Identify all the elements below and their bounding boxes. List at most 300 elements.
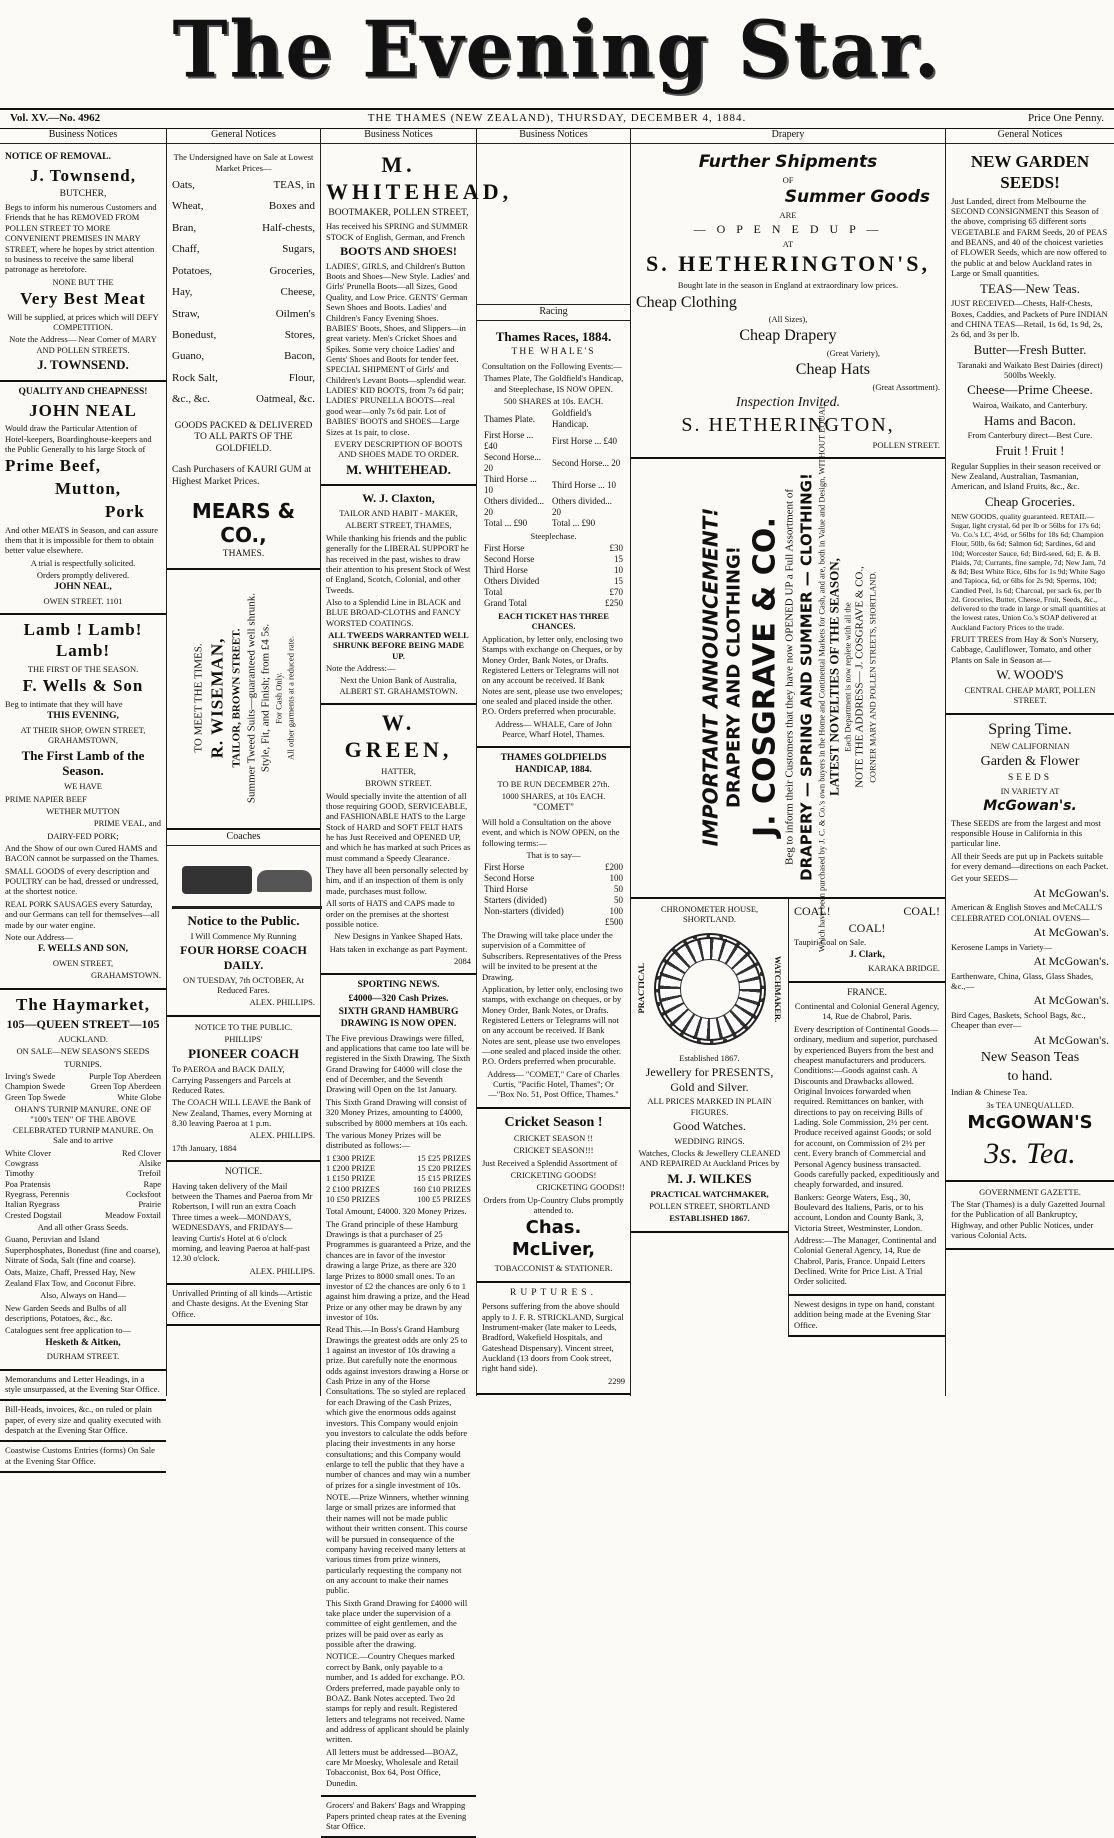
street: OWEN STREET, xyxy=(52,957,114,968)
ad-body: NEW GOODS, quality guaranteed. RETAIL—Sugar, light crystal, 6d per lb or 56lbs for 17s 6d; Vo. Co.'s LC, 4½d, or 56lbs for 18s 6d; Champion Flour, 50lb, 6s 6d; Salmon 6d; Sardines, 6d and 10d; Worcester Sauce, 6d; Bird-seed, 6d; E. & B. Plaids, 7d; Currants, fine sample, 7d; New Jam, 7d & 8d; Best White Rice, 6lbs for 1s 9d; White Sago and Tapioca, 6d, or 6lbs for 2s 9d; Sperms, 10d; Candied Peel, 1s 6d; Charcoal, per sack 6s, per lb 2d. Groceries, Butter, Cheese, Fruit, Seeds, &c., delivered to the trade in large or small quantities at the lowest rates, Union Co.'s SOAP delivered at Auckland Factory Prices to the trade. xyxy=(951,511,1106,632)
ad-ruptures xyxy=(477,1283,630,1395)
grass-item: Cocksfoot xyxy=(126,1188,161,1199)
ad-heading: Spring Time. xyxy=(988,720,1072,738)
ad-newest-designs: Newest designs in type on hand, constant addition being made at the Evening Star Office. xyxy=(789,1296,945,1337)
ad-heading: TO MEET THE TIMES. xyxy=(191,643,204,753)
ad-text: Watches, Clocks & Jewellery CLEANED AND REPAIRED At Auckland Prices by xyxy=(638,1148,781,1169)
ad-address: Note the Address:— xyxy=(326,663,396,674)
ad-text: Inspection Invited. xyxy=(735,395,841,411)
street: POLLEN STREET. xyxy=(872,439,940,450)
ad-customs-entries: Coastwise Customs Entries (forms) On Sale at the Evening Star Office. xyxy=(0,1442,166,1473)
side-label: PRACTICAL xyxy=(636,963,646,1014)
ad-signature: Hesketh & Aitken, xyxy=(45,1337,121,1348)
prize-item: 1 £200 PRIZE xyxy=(326,1162,376,1173)
ad-text: Indian & Chinese Tea. xyxy=(951,1087,1028,1098)
seed-item: Irving's Swede xyxy=(5,1071,56,1082)
grass-item: Red Clover xyxy=(122,1147,161,1158)
ad-headline: Cheap Drapery xyxy=(739,327,837,345)
ad-comet-consultation xyxy=(477,748,630,1108)
table-cell: Third Horse xyxy=(484,565,528,576)
ad-text: Wairoa, Waikato, and Canterbury. xyxy=(972,400,1088,411)
ad-location: At McGowan's. xyxy=(1033,954,1109,968)
prize-table-3 xyxy=(482,862,625,928)
table-cell: 15 xyxy=(614,576,623,587)
prize-table-2 xyxy=(482,543,625,609)
ad-subheading: THE WHALE'S xyxy=(511,347,596,358)
advertiser-name: JOHN NEAL xyxy=(29,400,137,420)
ad-text: AT xyxy=(782,239,794,249)
ad-subheading: THE FIRST OF THE SEASON. xyxy=(27,663,139,674)
ad-item: Mutton, xyxy=(55,479,122,499)
ad-heading: Cricket Season ! xyxy=(504,1114,603,1130)
ad-body: JUST RECEIVED—Chests, Half-Chests, Boxes, Caddies, and Packets of Pure INDIAN and CHINA TEAS—Retail, 1s 6d, 1s 9d, 2s, 2s 6d, and 3s per lb. xyxy=(951,298,1108,340)
ad-headline: TEAS—New Teas. xyxy=(980,280,1080,296)
ad-mail-coach xyxy=(167,1162,320,1285)
ad-body: American & English Stoves and McCALL'S CELEBRATED COLONIAL OVENS— xyxy=(951,902,1103,923)
ad-heading: Notice to the Public. xyxy=(187,913,300,929)
ad-headline: The First Lamb of the Season. xyxy=(21,747,145,779)
table-cell: 50 xyxy=(614,884,623,895)
ad-text: TURNIPS. xyxy=(64,1058,102,1069)
table-cell: Starters (divided) xyxy=(484,895,547,906)
advertiser-name: Chas. McLiver, xyxy=(511,1217,596,1261)
column-4 xyxy=(477,128,631,1396)
ad-headline: 3s. Tea. xyxy=(984,1137,1076,1171)
ad-headline: LATEST NOVELTIES OF THE SEASON, xyxy=(826,558,842,796)
table-cell: 100 xyxy=(609,873,623,884)
ad-text: Get your SEEDS— xyxy=(951,873,1018,884)
ad-text: (Great Variety), xyxy=(826,347,880,358)
ad-body: These SEEDS are from the largest and most responsible House in California in this particular line. xyxy=(951,817,1101,849)
table-cell: Third Horse ... 10 xyxy=(551,479,616,490)
ad-text: 3s TEA UNEQUALLED. xyxy=(986,1099,1074,1110)
ad-john-neal xyxy=(0,382,166,615)
grass-item: Ryegrass, Perennis xyxy=(5,1188,70,1199)
seed-item: White Globe xyxy=(117,1091,161,1102)
ad-body: Also to a Splendid Line in BLACK and BLUE BROAD-CLOTHS and FANCY WORSTED COATINGS. xyxy=(326,596,461,628)
table-cell: 50 xyxy=(614,895,623,906)
ad-body: Read This.—In Boss's Grand Hamburg Drawings the greatest odds are only 25 to 1 against an investor of 10s drawing a prize. But carefully note the enormous odds against investors drawing a Horse or Cash Prize in any of the Horse Consultations. The so styled are replaced for each Drawing of the Cash Prizes, which give the enormous odds against investors. This Company would enjoin you investors to calculate the odds before placing their investments in any horse consultations; and this Company would enlarge to tell the public that they have a number of chances and may win a number of prizes for a single investment of 10s. xyxy=(326,1324,471,1490)
ad-item: DAIRY-FED PORK; xyxy=(47,830,119,841)
advertiser-name: McGOWAN'S xyxy=(967,1112,1093,1134)
ad-text: (Great Assortment). xyxy=(872,381,940,392)
ad-address: Address— WHALE, Care of John Pearce, Wharf Hotel, Thames. xyxy=(495,718,612,740)
ad-body: LADIES', GIRLS, and Children's Button Boots and Shoes—New Style. Ladies' and Girls' Prunella Boots—all Sizes, Good Quality, and Low Price. GENTS' German Sewn Shoes and Boots. Ladies' and Children's Fancy Evening Shoes. BABIES' Boots, Shoes, and Slippers—in great variety. Men's Cricket Shoes and Spikes. Some very choice Ladies' and Gents' Shoes and Boots for tender feet. SPECIAL SHIPMENT of Girls' and Children's Levant Boots—splendid wear. LADIES' KID BOOTS, from 7s 6d pair; LADIES' PRUNELLA BOOTS—real good wear—only 7s 6d pair. Lot of BABIES' BOOTS and SHOES—Large Sizes at 1s pair, to close. xyxy=(326,260,470,437)
goods-item: Flour, xyxy=(288,371,315,384)
seed-list xyxy=(5,1071,161,1102)
rotated-text xyxy=(698,402,877,952)
ad-address: Address— "COMET," Care of Charles Curtis, "Pacific Hotel, Thames"; Or—"Box No. 51, Post Office, Thames." xyxy=(487,1068,620,1100)
ad-text: WE HAVE xyxy=(64,781,102,792)
ad-heading: RUPTURES. xyxy=(510,1287,597,1298)
ad-subheading: £4000—320 Cash Prizes. xyxy=(348,993,449,1004)
ad-heading: QUALITY AND CHEAPNESS! xyxy=(18,386,148,397)
grass-item: Crested Dogstail xyxy=(5,1209,62,1220)
ad-heading: CHRONOMETER HOUSE, SHORTLAND. xyxy=(660,904,759,925)
ad-text: Orders from Up-Country Clubs promptly attended to. xyxy=(483,1194,624,1216)
ad-body: Bird Cages, Baskets, School Bags, &c., Cheaper than ever— xyxy=(951,1009,1086,1031)
ad-text: 1000 SHARES, at 10s EACH. xyxy=(501,790,606,801)
advertiser-name: W. J. Claxton, xyxy=(362,491,435,506)
advertiser-name: McGowan's. xyxy=(983,798,1077,815)
ad-body: And other MEATS in Season, and can assure them that it is impossible for them to obtain better value elsewhere. xyxy=(5,524,158,556)
ad-text: Hats taken in exchange as part Payment. xyxy=(329,943,468,954)
prize-item: 2 £100 PRIZES xyxy=(326,1183,380,1194)
grass-item: Cowgrass xyxy=(5,1157,39,1168)
ad-headline: Hams and Bacon. xyxy=(983,412,1077,428)
table-cell: £250 xyxy=(605,598,623,609)
seed-item: Champion Swede xyxy=(5,1081,66,1092)
ad-body: Earthenware, China, Glass, Glass Shades, &c.,— xyxy=(951,970,1094,991)
column-5 xyxy=(631,128,946,1396)
ad-body: Would specially invite the attention of all those requiring GOOD, SERVICEABLE, and FASHIONABLE HATS to the Large Stock of HARD and SOFT FELT HATS he has Just Received and OPENED UP, and which he has marked at such Prices as must command a Speedy Clearance. xyxy=(326,790,471,863)
prize-table xyxy=(326,1153,471,1205)
ad-text: ON TUESDAY, 7th OCTOBER, At Reduced Fares. xyxy=(182,974,305,995)
ad-item: PRIME NAPIER BEEF xyxy=(5,793,87,804)
ad-signature: ALEX. PHILLIPS. xyxy=(249,1265,315,1276)
street: KARAKA BRIDGE. xyxy=(868,963,940,974)
ad-subheading: Continental and Colonial General Agency, 14, Rue de Chabrol, Paris. xyxy=(794,1001,940,1022)
ad-government-gazette xyxy=(946,1182,1114,1250)
trade: PRACTICAL WATCHMAKER, xyxy=(650,1188,769,1199)
issue-price: Price One Penny. xyxy=(1028,112,1104,124)
right-sub-column xyxy=(789,899,945,1337)
table-cell: First Horse xyxy=(484,862,525,873)
table-cell: 10 xyxy=(614,565,623,576)
coal-text: COAL! xyxy=(794,904,831,918)
ad-haymarket xyxy=(0,990,166,1371)
ad-text: Cash Purchasers of KAURI GUM at Highest Market Prices. xyxy=(172,465,312,488)
ad-headline: SIXTH GRAND HAMBURG DRAWING IS NOW OPEN. xyxy=(338,1007,459,1030)
section-heading: Racing xyxy=(477,304,630,321)
ad-body: They have all been personally selected by him, and if an inspection of them is only made, purchases must follow. xyxy=(326,865,469,896)
prize-item: 1 £150 PRIZE xyxy=(326,1173,376,1184)
prize-table-1 xyxy=(482,408,625,529)
ad-headline: Fruit ! Fruit ! xyxy=(995,442,1065,458)
ad-heading: Lamb ! Lamb! Lamb! xyxy=(23,620,143,661)
ad-number: 1101 xyxy=(105,595,123,606)
town: THAMES. xyxy=(222,549,265,560)
rotated-text xyxy=(191,593,296,803)
ad-text: ALL PRICES MARKED IN PLAIN FIGURES. xyxy=(647,1096,772,1117)
ad-body: Would draw the Particular Attention of Hotel-keepers, Boardinghouse-keepers and the Public Generally to his large Stock of xyxy=(5,423,152,455)
table-header: Goldfield's Handicap. xyxy=(551,408,592,430)
prize-item: 160 £10 PRIZES xyxy=(412,1183,471,1194)
ad-text: Consultation on the Following Events:— xyxy=(482,360,622,371)
table-cell: 15 xyxy=(614,554,623,565)
ad-body: The Grand principle of these Hamburg Drawings is that a purchaser of 25 Programmes is guaranteed a Prize, and the chances are in favor of the investor drawing a large Prize, as there are 320 large Prizes to 8000 small ones. To an investor of £2 the chances are only 6 to 1 against him drawing a prize, and the Head Prize or any other may be drawn by any investor of 10s. xyxy=(326,1218,471,1322)
ad-text: Summer Tweed Suits—guaranteed well shrunk. xyxy=(244,592,257,804)
ad-signature: ALEX. PHILLIPS. xyxy=(249,1130,315,1141)
ad-date: 17th January, 1884 xyxy=(172,1142,237,1153)
ad-text: New Designs in Yankee Shaped Hats. xyxy=(334,931,463,942)
prize-item: 15 £25 PRIZES xyxy=(417,1152,471,1163)
town: AUCKLAND. xyxy=(58,1033,108,1044)
ad-text: And all other Grass Seeds. xyxy=(37,1222,129,1233)
ad-text: EVERY DESCRIPTION OF BOOTS AND SHOES MADE TO ORDER. xyxy=(334,438,463,460)
ad-mcliver xyxy=(477,1109,630,1283)
prize-item: 1 £300 PRIZE xyxy=(326,1152,376,1163)
ad-text: GOODS PACKED & DELIVERED TO ALL PARTS OF THE GOLDFIELD. xyxy=(174,420,313,454)
grass-item: Meadow Foxtail xyxy=(105,1209,161,1220)
ad-text: OHAN'S TURNIP MANURE. ONE OF "100's TEN" OF THE ABOVE CELEBRATED TURNIP MANURE. On Sale and to arrive xyxy=(12,1104,154,1146)
ad-body: Guano, Peruvian and Island Superphosphates, Bonedust (fine and coarse), Nitrate of Soda, Salt (fine and coarse). xyxy=(5,1234,161,1266)
grass-item: Rape xyxy=(143,1178,161,1189)
table-cell: First Horse xyxy=(484,543,525,554)
grass-item: Alsike xyxy=(138,1157,161,1168)
ad-body: SMALL GOODS of every description and POULTRY can be had, dressed or undressed, at the shortest notice. xyxy=(5,865,159,897)
goods-item: Boxes and xyxy=(268,200,315,213)
ad-body: REAL PORK SAUSAGES every Saturday, and our Germans can tell for themselves—all made by our water engine. xyxy=(5,898,160,930)
ad-body: FRUIT TREES from Hay & Son's Nursery, Cabbage, Cauliflower, Tomato, and other Plants on Sale in Season at— xyxy=(951,633,1099,665)
ad-body: All letters must be addressed—BOAZ, care Mr Moesky, Wholesale and Retail Tobacconist, Box 64, Post Office, Dunedin. xyxy=(326,1746,459,1788)
ad-item: PRIME VEAL, and xyxy=(93,818,161,829)
ad-body: The various Money Prizes will be distributed as follows:— xyxy=(326,1129,441,1151)
table-cell: £200 xyxy=(605,862,623,873)
table-cell: £30 xyxy=(609,543,623,554)
ad-headline: Cheese—Prime Cheese. xyxy=(967,382,1093,398)
ad-text: Just Received a Splendid Assortment of xyxy=(482,1157,618,1168)
ad-headline: to hand. xyxy=(1007,1069,1053,1085)
ad-continental-agency xyxy=(789,983,945,1296)
goods-item: Bacon, xyxy=(284,350,315,363)
ad-address: 105—QUEEN STREET—105 xyxy=(6,1017,160,1032)
goods-item: &c., &c. xyxy=(172,393,210,406)
table-cell: Total xyxy=(484,587,503,598)
ad-text: ARE xyxy=(779,210,797,221)
ad-signature: ALEX. PHILLIPS. xyxy=(249,997,315,1008)
ad-number: 2084 xyxy=(454,955,471,966)
ad-body: Each Department is now replete with all the xyxy=(842,602,853,752)
table-cell: Others Divided xyxy=(484,576,540,587)
ad-headline: Good Watches. xyxy=(673,1119,746,1134)
ad-whale-consultation xyxy=(477,324,630,748)
ad-text: Steeplechase. xyxy=(530,530,577,541)
ad-heading: IMPORTANT ANNOUNCEMENT! xyxy=(698,507,723,847)
ad-body: NOTICE.—Country Cheques marked correct by Bank, only payable to a number, and 1s added for exchange. P.O. Orders preferred, made payable only to BOAZ. Bank Notes accepted. Two 2d stamps for reply and result. Registered letters and telegrams not received. Name and address of applicant should be plainly written. xyxy=(326,1651,470,1745)
ad-townsend xyxy=(0,147,166,382)
goods-item: Bran, xyxy=(172,221,197,234)
street: CENTRAL CHEAP MART, POLLEN STREET. xyxy=(964,684,1096,706)
ad-signature: S. HETHERINGTON, xyxy=(681,414,895,437)
issue-date: THE THAMES (NEW ZEALAND), THURSDAY, DECEMBER 4, 1884. xyxy=(367,112,747,124)
coach-illustration xyxy=(172,856,322,909)
column-heading: Business Notices xyxy=(0,128,166,144)
seed-item: Green Top Aberdeen xyxy=(90,1081,161,1092)
advertiser-name: M. WHITEHEAD, xyxy=(326,152,513,205)
column-heading: General Notices xyxy=(946,128,1114,144)
ad-text: OF xyxy=(782,174,794,185)
ad-heading: NOTICE TO THE PUBLIC. xyxy=(194,1021,293,1032)
ad-text: Style, Fit, and Finish; from £4 5s. xyxy=(259,623,272,773)
ad-location: At McGowan's. xyxy=(1033,925,1109,940)
ad-body: The COACH WILL LEAVE the Bank of New Zealand, Thames, every Morning at 8.30 leaving Paeroa at 1 p.m. xyxy=(172,1097,312,1129)
ad-signature: F. WELLS AND SON, xyxy=(37,944,129,955)
goods-item: TEAS, in xyxy=(273,178,315,191)
goods-item: Hay, xyxy=(172,286,193,299)
street: DURHAM STREET. xyxy=(46,1351,120,1362)
ad-text: Orders promptly delivered. xyxy=(36,570,130,581)
ad-headline: PIONEER COACH xyxy=(188,1046,299,1062)
ad-intro: The Undersigned have on Sale at Lowest Market Prices— xyxy=(173,152,314,173)
ad-bill-heads: Bill-Heads, invoices, &c., on ruled or plain paper, of every size and quality executed with despatch at the Evening Star Office. xyxy=(0,1401,166,1442)
table-cell: First Horse ... £40 xyxy=(484,430,534,452)
advertiser-name: S. HETHERINGTON'S, xyxy=(645,251,931,277)
seed-item: Green Top Swede xyxy=(5,1091,66,1102)
ad-text: NONE BUT THE xyxy=(52,276,114,287)
column-1 xyxy=(0,128,167,1466)
ad-body: This Sixth Grand Drawing for £4000 will take place under the supervision of a committee of eight gentlemen, and the prizes will be paid over as early as possible after the drawing. xyxy=(326,1597,468,1650)
advertiser-name: R. WISEMAN, xyxy=(206,637,226,759)
table-cell: £500 xyxy=(605,917,623,928)
ad-body: Bought late in the season in England at extraordinary low prices. xyxy=(677,280,899,291)
ad-body: The Five previous Drawings were filled, and applications that came too late will be registered in the Sixth Drawing. The Sixth Grand Drawing for £4000 will close the end of December, and the Seventh Drawing will Open on the 1st January. xyxy=(326,1032,471,1095)
grass-item: Italian Ryegrass xyxy=(5,1199,60,1210)
ad-body: Application, by letter only, enclosing two Stamps with exchange on Cheques, or by Money Order, Bank Notes, or Drafts. Registered Letters or Telegrams will not on any account be received. If Bank Notes are sent, please use two envelopes; one sealed and placed inside the other. P.O. Orders preferred when procurable. xyxy=(482,633,623,717)
ad-text: Taupiri Coal on Sale. xyxy=(794,937,867,948)
table-cell: Third Horse xyxy=(484,884,528,895)
grass-item: Trefoil xyxy=(137,1168,161,1179)
ad-heading: Summer Goods xyxy=(784,187,930,208)
ad-location: At McGowan's. xyxy=(1033,885,1109,900)
goods-item: Guano, xyxy=(172,350,205,363)
ad-body: All their Seeds are put up in Packets suitable for every demand—directions on each Packet. xyxy=(951,850,1109,871)
grass-item: White Clover xyxy=(5,1147,52,1158)
ad-heading: NEW GARDEN SEEDS! xyxy=(970,152,1090,192)
trade: HATTER, xyxy=(381,765,416,776)
newspaper-title: The Evening Star. xyxy=(172,4,942,96)
coal-text: COAL! xyxy=(848,920,886,935)
column-heading: General Notices xyxy=(167,128,320,144)
ad-text: THIS EVENING, xyxy=(47,711,119,722)
column-6 xyxy=(946,128,1114,1396)
ad-text: Established 1867. xyxy=(679,1052,740,1063)
goods-item: Oatmeal, &c. xyxy=(256,393,315,406)
ad-heading: NOTICE. xyxy=(224,1167,263,1178)
masthead xyxy=(0,0,1114,100)
ad-body: New Garden Seeds and Bulbs of all descriptions, Potatoes, &c., &c. xyxy=(5,1302,127,1323)
ad-text: TO BE RUN DECEMBER 27th. xyxy=(497,778,610,789)
ad-number: 2299 xyxy=(608,1375,625,1386)
ad-body: Persons suffering from the above should apply to J. F. R. STRICKLAND, Surgical Instrument-maker (late maker to Leeds, Bradford, Wakefield Hospitals, and Gateshead Dispensary). Vincent street, Auckland (13 doors from Cook street, right hand side). xyxy=(482,1301,624,1374)
goods-item: Half-chests, xyxy=(262,221,315,234)
ad-text: Also, Always on Hand— xyxy=(40,1290,126,1301)
ad-phillips-coach xyxy=(167,849,320,1017)
ad-headline: Jewellery for PRESENTS, Gold and Silver. xyxy=(645,1065,774,1094)
ad-body: Bankers: George Waters, Esq., 30, Boulevard des Italiens, Paris, or to his account, London and County Bank, 3, Victoria Street, Westminster, London. xyxy=(794,1191,924,1233)
ad-headline: Cheap Clothing xyxy=(636,293,737,311)
ad-body: Just Landed, direct from Melbourne the SECOND CONSIGNMENT this Season of the above, comprising 65 different sorts VEGETABLE and FARM Seeds, 20 of PEAS and BEANS, and 40 of the choicest varieties of FLOWER Seeds, which are now offered to the public at and below Auckland rates in Large or Small quantities. xyxy=(951,195,1108,279)
ad-subheading: TAILOR AND HABIT - MAKER, xyxy=(339,508,458,519)
town: GRAHAMSTOWN. xyxy=(91,970,161,981)
ad-body: Beg to intimate that they will have xyxy=(5,698,123,709)
volume-number: Vol. XV.—No. 4962 xyxy=(10,112,101,124)
ad-subheading: — O P E N E D U P — xyxy=(693,222,883,237)
ad-text: ON SALE—NEW SEASON'S SEEDS xyxy=(16,1046,150,1057)
ad-mears xyxy=(167,147,320,570)
ad-heading: FRANCE. xyxy=(847,987,887,998)
advertiser-name: J. COSGRAVE & CO. xyxy=(746,516,782,838)
table-total: Total ... £90 xyxy=(551,517,596,528)
table-cell: First Horse ... £40 xyxy=(551,435,617,446)
ad-memorandums: Memorandums and Letter Headings, in a style unsurpassed, at the Evening Star Office. xyxy=(0,1371,166,1402)
street: POLLEN STREET, SHORTLAND xyxy=(649,1200,770,1211)
column-heading: Drapery xyxy=(631,128,945,144)
ad-wells xyxy=(0,615,166,989)
advertiser-name: J. Townsend, xyxy=(29,165,137,185)
ad-headline: FOUR HORSE COACH DAILY. xyxy=(180,943,307,972)
ad-text: AT THEIR SHOP, OWEN STREET, GRAHAMSTOWN, xyxy=(20,724,146,746)
table-cell: Second Horse... 20 xyxy=(484,452,541,474)
ad-text: I Will Commence My Running xyxy=(190,931,297,942)
ad-mcgowans xyxy=(946,715,1114,1182)
prize-item: 15 £20 PRIZES xyxy=(417,1162,471,1173)
advertiser-name: F. Wells & Son xyxy=(22,676,144,696)
ad-claxton xyxy=(321,486,476,705)
ad-subheading: BOOTMAKER, POLLEN STREET, xyxy=(328,207,469,218)
seed-item: Purple Top Aberdeen xyxy=(89,1071,161,1082)
street: BROWN STREET. xyxy=(365,778,432,789)
ad-text: PHILLIPS' xyxy=(224,1034,263,1045)
ad-location: At McGowan's. xyxy=(1033,993,1109,1008)
ad-pioneer-coach xyxy=(167,1017,320,1162)
ad-grocers-bags: Grocers' and Bakers' Bags and Wrapping Papers printed cheap rates at the Evening Star Office. xyxy=(321,1797,476,1838)
ad-signature: JOHN NEAL, xyxy=(54,582,112,593)
table-cell: Third Horse ... 10 xyxy=(484,474,537,496)
ad-text: NEW CALIFORNIAN xyxy=(990,741,1070,752)
ad-text: ALL TWEEDS WARRANTED WELL SHRUNK BEFORE BEING MADE UP. xyxy=(328,630,469,661)
grass-item: Poa Pratensis xyxy=(5,1178,51,1189)
ad-subheading: CRICKET SEASON !! xyxy=(513,1132,594,1143)
ad-text: Has received his SPRING and SUMMER STOCK of English, German, and French xyxy=(326,221,468,242)
coal-text: COAL! xyxy=(903,904,940,918)
ad-text: All other garments at a reduced rate. xyxy=(284,636,295,760)
ad-body: Kerosene Lamps in Variety— xyxy=(951,941,1053,952)
table-total: Total ... £90 xyxy=(484,517,528,528)
trade: TOBACCONIST & STATIONER. xyxy=(494,1263,613,1274)
column-heading: Business Notices xyxy=(321,128,476,144)
ad-text: Total Amount, £4000. 320 Money Prizes. xyxy=(326,1206,467,1217)
street: OWEN STREET. xyxy=(43,595,104,606)
goods-item: Chaff, xyxy=(172,243,200,256)
street: ALBERT STREET, THAMES, xyxy=(345,520,452,531)
goods-item: Oats, xyxy=(172,178,195,191)
ad-body: Regular Supplies in their season received or New Zealand, Australian, Tasmanian, American, and Island Fruits, &c., &c. xyxy=(951,460,1101,492)
ad-text: IN VARIETY AT xyxy=(1000,786,1060,797)
ad-body: Having taken delivery of the Mail between the Thames and Paeroa from Mr Robertson, I will run an extra Coach Three times a week—MONDAYS, WEDNESDAYS, and FRIDAYS—leaving Curtis's Hotel at 6 o'clock morning, and leaving Paeroa at half-past 12.30 o'clock. xyxy=(172,1180,313,1264)
ad-address: Note the Address— Near Corner of MARY AND POLLEN STREETS. xyxy=(9,334,157,355)
ad-printing: Unrivalled Printing of all kinds—Artistic and Chaste designs. At the Evening Star Office. xyxy=(167,1285,320,1326)
watch-illustration xyxy=(654,933,766,1045)
column-heading: Business Notices xyxy=(477,128,630,144)
ad-body: Which have been purchased by J. C. & Co.'s own buyers in the Home and Continental Markets for Cash, and are, both in Value and Design, WITHOUT EQUAL. xyxy=(815,401,826,953)
advertiser-name: MEARS & CO., xyxy=(191,498,296,547)
ad-body: Address:—The Manager, Continental and Colonial General Agency, 14, Rue de Chabrol, Paris, France. Unpaid Letters Declined. Write for Price List. A Trial Order solicited. xyxy=(794,1235,937,1287)
ad-headline: Very Best Meat xyxy=(20,288,146,308)
goods-item: Straw, xyxy=(172,307,200,320)
ad-subheading: CRICKET SEASON!!! xyxy=(513,1145,594,1156)
grass-list xyxy=(5,1148,161,1221)
ad-heading: SPORTING NEWS. xyxy=(357,980,440,991)
goods-item: Sugars, xyxy=(282,243,315,256)
ad-text: CRICKETING GOODS! xyxy=(510,1170,597,1180)
ad-body: NOTE.—Prize Winners, whether winning large or small prizes are informed that their names will not be made public without their written consent. This course will be pursued in consequence of the company having received many letters at various times from prize winners, particularly requesting the company not on any account to make their names public. xyxy=(326,1492,469,1596)
ad-heading: NOTICE OF REMOVAL. xyxy=(5,152,111,163)
ad-address xyxy=(5,596,161,606)
ad-heading: Further Shipments xyxy=(698,152,878,173)
goods-item: Oilmen's xyxy=(275,307,315,320)
goods-item: Rock Salt, xyxy=(172,371,218,384)
